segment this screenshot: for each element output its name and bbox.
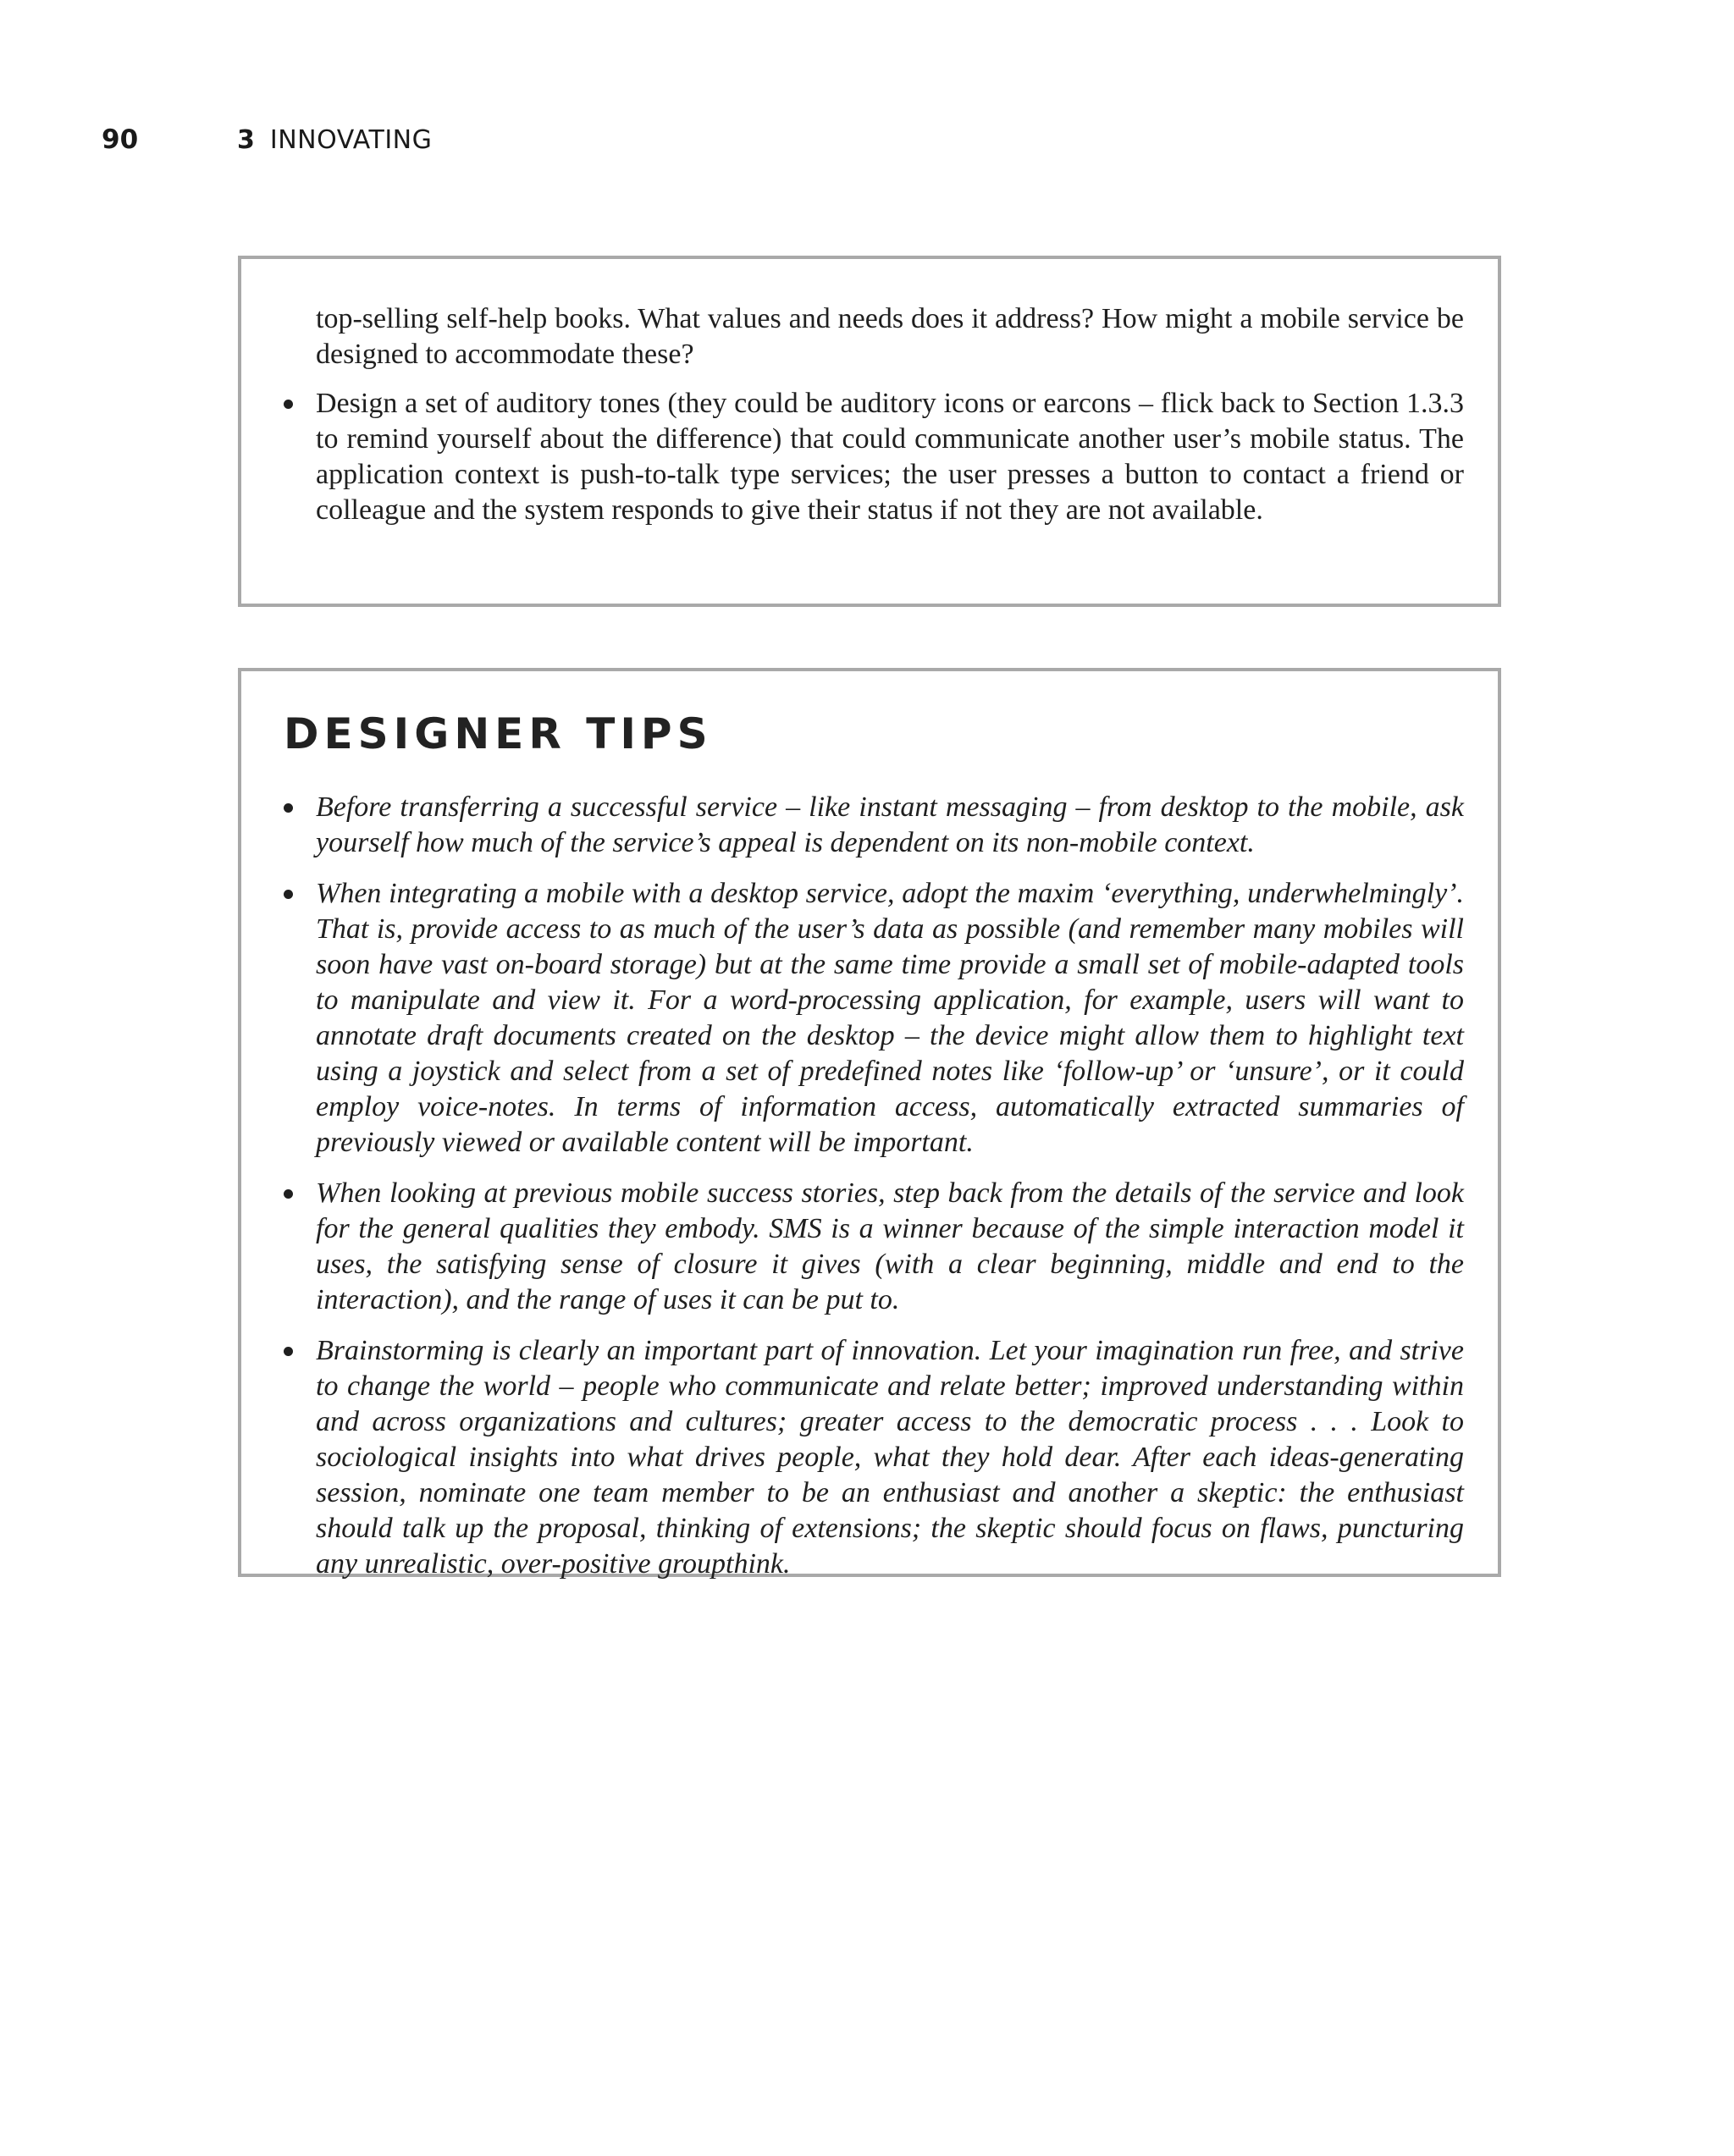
designer-tip-item [284, 1176, 1464, 1318]
designer-tip-text: Brainstorming is clearly an important part of innovation. Let your imagination run free, and strive to change the world – people who communicate and relate better; improved understanding within and across organizations and cultures; greater access to the democratic process . . . Look to sociological insights into what drives people, what they hold dear. After each ideas-generating session, nominate one team member to be an enthusiast and another a skeptic: the enthusiast should talk up the proposal, thinking of extensions; the skeptic should focus on flaws, puncturing any unrealistic, over-positive groupthink. [316, 1335, 1464, 1580]
designer-tips-heading: DESIGNER TIPS [284, 709, 713, 758]
exercise-continuation-text: top-selling self-help books. What values and needs does it address? How might a mobile service be designed to accommodate these? [316, 303, 1464, 370]
exercise-bullet-text: Design a set of auditory tones (they could be auditory icons or earcons – flick back to Section 1.3.3 to remind yourself about the difference) that could communicate another user’s mobile status. The application context is push-to-talk type services; the user presses a button to contact a friend or colleague and the system responds to give their status if not they are not available. [316, 388, 1464, 526]
designer-tip-item [284, 1333, 1464, 1582]
designer-tip-item [284, 790, 1464, 861]
bullet-icon [284, 400, 293, 409]
bullet-icon [284, 1189, 293, 1199]
bullet-icon [284, 890, 293, 899]
designer-tip-text: When looking at previous mobile success stories, step back from the details of the service and look for the general qualities they embody. SMS is a winner because of the simple interaction model it uses, the satisfying sense of closure it gives (with a clear beginning, middle and end to the interaction), and the range of uses it can be put to. [316, 1177, 1464, 1315]
bullet-icon [284, 803, 293, 813]
chapter-title: INNOVATING [269, 124, 433, 155]
designer-tips-box [238, 668, 1501, 1580]
chapter-number: 3 [237, 124, 255, 155]
bullet-icon [284, 1347, 293, 1356]
designer-tip-item [284, 876, 1464, 1161]
designer-tip-text: When integrating a mobile with a desktop service, adopt the maxim ‘everything, underwhelmingly’. That is, provide access to as much of the user’s data as possible (and remember many mobiles will soon have vast on-board storage) but at the same time provide a small set of mobile-adapted tools to manipulate and view it. For a word-processing application, for example, users will want to annotate draft documents created on the desktop – the device might allow them to highlight text using a joystick and select from a set of predefined notes like ‘follow-up’ or ‘unsure’, or it could employ voice-notes. In terms of information access, automatically extracted summaries of previously viewed or available content will be important. [316, 878, 1464, 1158]
page-number: 90 [102, 124, 139, 155]
designer-tip-text: Before transferring a successful service – like instant messaging – from desktop to the mobile, ask yourself how much of the service’s appeal is dependent on its non-mobile context. [316, 791, 1464, 858]
designer-tips-list [284, 790, 1464, 1582]
exercise-bullet-list [284, 386, 1464, 528]
running-head [102, 119, 432, 161]
exercise-box [238, 256, 1501, 607]
exercise-bullet-item [284, 386, 1464, 528]
